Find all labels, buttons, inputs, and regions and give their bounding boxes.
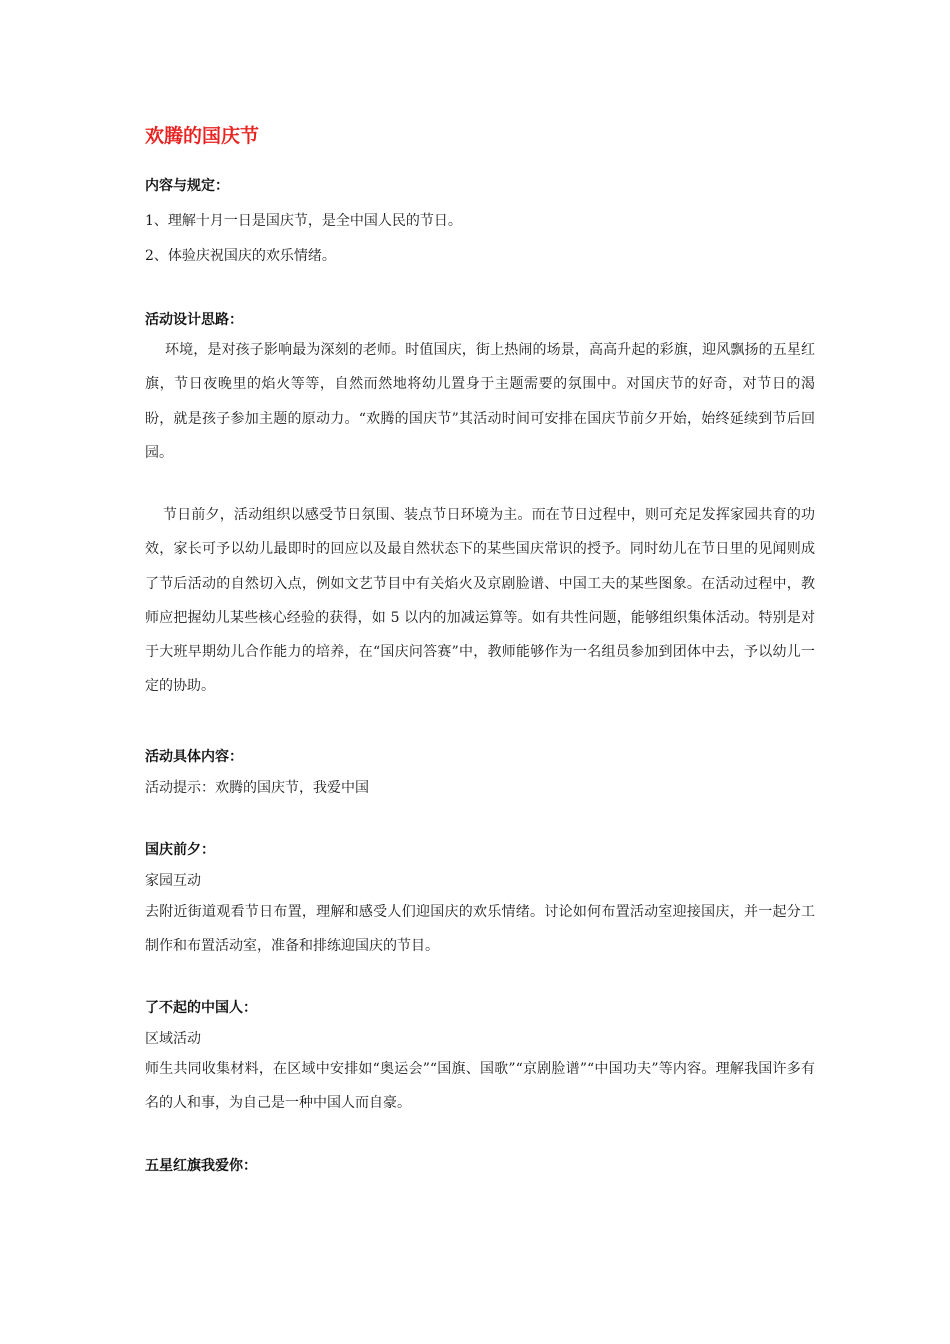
eve-paragraph: 去附近街道观看节日布置，理解和感受人们迎国庆的欢乐情绪。讨论如何布置活动室迎接国庆，并一起分工制作和布置活动室，准备和排练迎国庆的节目。	[145, 904, 815, 955]
section-heading-great-chinese: 了不起的中国人：	[145, 1000, 257, 1016]
section-heading-flag: 五星红旗我爱你：	[145, 1158, 257, 1174]
design-ideas-paragraph-2: 节日前夕，活动组织以感受节日氛围、装点节日环境为主。而在节日过程中，则可充足发挥家园共育的功效，家长可予以幼儿最即时的回应以及最自然状态下的某些国庆常识的授予。同时幼儿在节日里的见闻则成了节后活动的自然切入点，例如文艺节目中有关焰火及京剧脸谱、中国工夫的某些图象。在活动过程中，教师应把握幼儿某些核心经验的获得，如 5 以内的加减运算等。如有共性问题，能够组织集体活动。特别是对于大班早期幼儿合作能力的培养，在“国庆问答赛”中，教师能够作为一名组员参加到团体中去，予以幼儿一定的协助。	[145, 507, 815, 695]
design-ideas-paragraph-1: 环境，是对孩子影响最为深刻的老师。时值国庆，街上热闹的场景，高高升起的彩旗，迎风飘扬的五星红旗，节日夜晚里的焰火等等，自然而然地将幼儿置身于主题需要的氛围中。对国庆节的好奇，对节日的渴盼，就是孩子参加主题的原动力。“欢腾的国庆节”其活动时间可安排在国庆节前夕开始，始终延续到节后回园。	[145, 342, 815, 461]
great-chinese-subheading: 区域活动	[145, 1031, 201, 1047]
section-heading-eve: 国庆前夕：	[145, 842, 215, 858]
section-heading-activity-content: 活动具体内容：	[145, 749, 243, 765]
section-heading-content-requirements: 内容与规定：	[145, 178, 229, 194]
great-chinese-paragraph: 师生共同收集材料，在区域中安排如“奥运会”“国旗、国歌”“京剧脸谱”“中国功夫”等内容。理解我国许多有名的人和事，为自己是一种中国人而自豪。	[145, 1061, 815, 1112]
document-title: 欢腾的国庆节	[145, 125, 260, 147]
eve-subheading: 家园互动	[145, 873, 201, 889]
section-heading-design-ideas: 活动设计思路：	[145, 312, 243, 328]
activity-hint: 活动提示：欢腾的国庆节，我爱中国	[145, 780, 369, 796]
requirement-item-1: 1、理解十月一日是国庆节，是全中国人民的节日。	[145, 213, 462, 229]
requirement-item-2: 2、体验庆祝国庆的欢乐情绪。	[145, 248, 336, 264]
